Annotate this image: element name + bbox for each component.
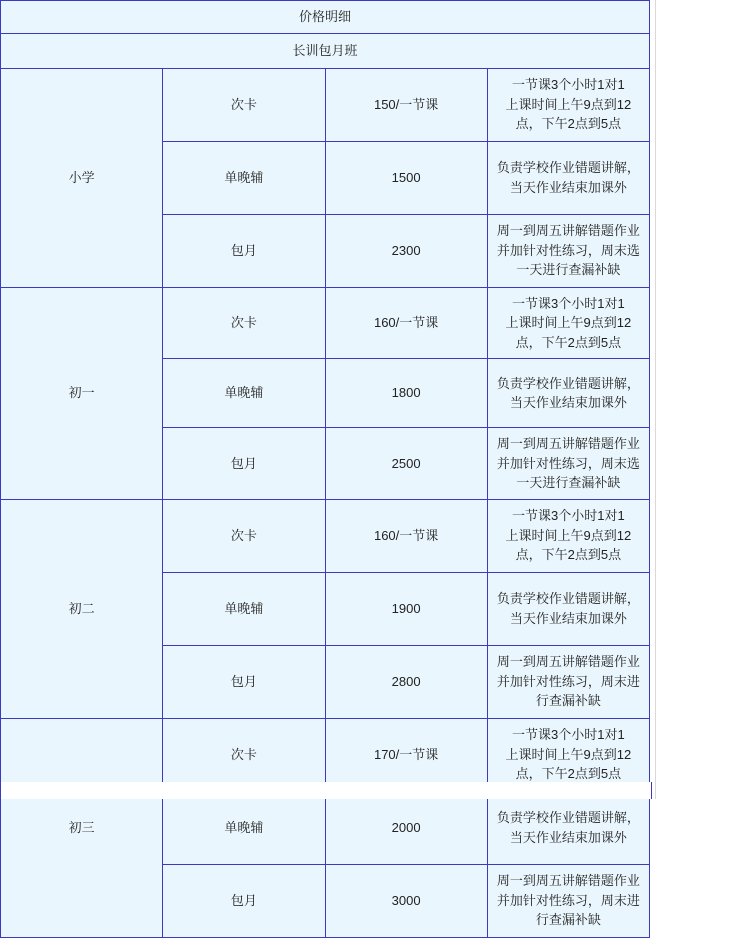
grade-cell: 初二 bbox=[1, 499, 163, 718]
table-row bbox=[1, 68, 650, 141]
description-cell: 周一到周五讲解错题作业并加针对性练习，周末进行查漏补缺 bbox=[487, 864, 649, 937]
price-cell: 160/一节课 bbox=[325, 287, 487, 359]
description-cell: 一节课3个小时1对1 上课时间上午9点到12点，下午2点到5点 bbox=[487, 718, 649, 791]
table-row bbox=[1, 718, 650, 791]
grade-cell: 小学 bbox=[1, 68, 163, 287]
type-cell: 次卡 bbox=[163, 499, 325, 572]
table-row bbox=[1, 287, 650, 359]
price-cell: 1800 bbox=[325, 359, 487, 428]
description-cell: 周一到周五讲解错题作业并加针对性练习，周末进行查漏补缺 bbox=[487, 645, 649, 718]
description-cell: 负责学校作业错题讲解，当天作业结束加课外 bbox=[487, 359, 649, 428]
price-cell: 160/一节课 bbox=[325, 499, 487, 572]
price-cell: 1900 bbox=[325, 572, 487, 645]
description-cell: 周一到周五讲解错题作业并加针对性练习，周末选一天进行查漏补缺 bbox=[487, 428, 649, 500]
description-cell: 周一到周五讲解错题作业并加针对性练习，周末选一天进行查漏补缺 bbox=[487, 214, 649, 287]
description-cell: 负责学校作业错题讲解，当天作业结束加课外 bbox=[487, 791, 649, 864]
description-cell: 一节课3个小时1对1 上课时间上午9点到12点，下午2点到5点 bbox=[487, 499, 649, 572]
description-cell: 一节课3个小时1对1 上课时间上午9点到12点，下午2点到5点 bbox=[487, 68, 649, 141]
type-cell: 次卡 bbox=[163, 287, 325, 359]
price-cell: 2800 bbox=[325, 645, 487, 718]
type-cell: 包月 bbox=[163, 214, 325, 287]
cut-off-header-row bbox=[1, 1, 650, 34]
type-cell: 单晚辅 bbox=[163, 141, 325, 214]
type-cell: 包月 bbox=[163, 645, 325, 718]
type-cell: 单晚辅 bbox=[163, 572, 325, 645]
type-cell: 次卡 bbox=[163, 68, 325, 141]
type-cell: 单晚辅 bbox=[163, 359, 325, 428]
price-cell: 170/一节课 bbox=[325, 718, 487, 791]
description-cell: 负责学校作业错题讲解，当天作业结束加课外 bbox=[487, 572, 649, 645]
grade-cell: 初一 bbox=[1, 287, 163, 499]
price-cell: 2500 bbox=[325, 428, 487, 500]
type-cell: 包月 bbox=[163, 864, 325, 937]
table-bottom-continuation bbox=[0, 782, 652, 799]
description-cell: 负责学校作业错题讲解，当天作业结束加课外 bbox=[487, 141, 649, 214]
table-row bbox=[1, 499, 650, 572]
price-cell: 2000 bbox=[325, 791, 487, 864]
type-cell: 单晚辅 bbox=[163, 791, 325, 864]
table-title-row bbox=[1, 33, 650, 68]
grade-cell: 初三 bbox=[1, 718, 163, 937]
price-cell: 150/一节课 bbox=[325, 68, 487, 141]
cut-off-header-cell: 价格明细 bbox=[1, 1, 650, 34]
type-cell: 次卡 bbox=[163, 718, 325, 791]
table-title-cell: 长训包月班 bbox=[1, 33, 650, 68]
page-right-gutter bbox=[655, 0, 732, 799]
price-cell: 2300 bbox=[325, 214, 487, 287]
description-cell: 一节课3个小时1对1 上课时间上午9点到12点，下午2点到5点 bbox=[487, 287, 649, 359]
price-cell: 1500 bbox=[325, 141, 487, 214]
price-cell: 3000 bbox=[325, 864, 487, 937]
type-cell: 包月 bbox=[163, 428, 325, 500]
